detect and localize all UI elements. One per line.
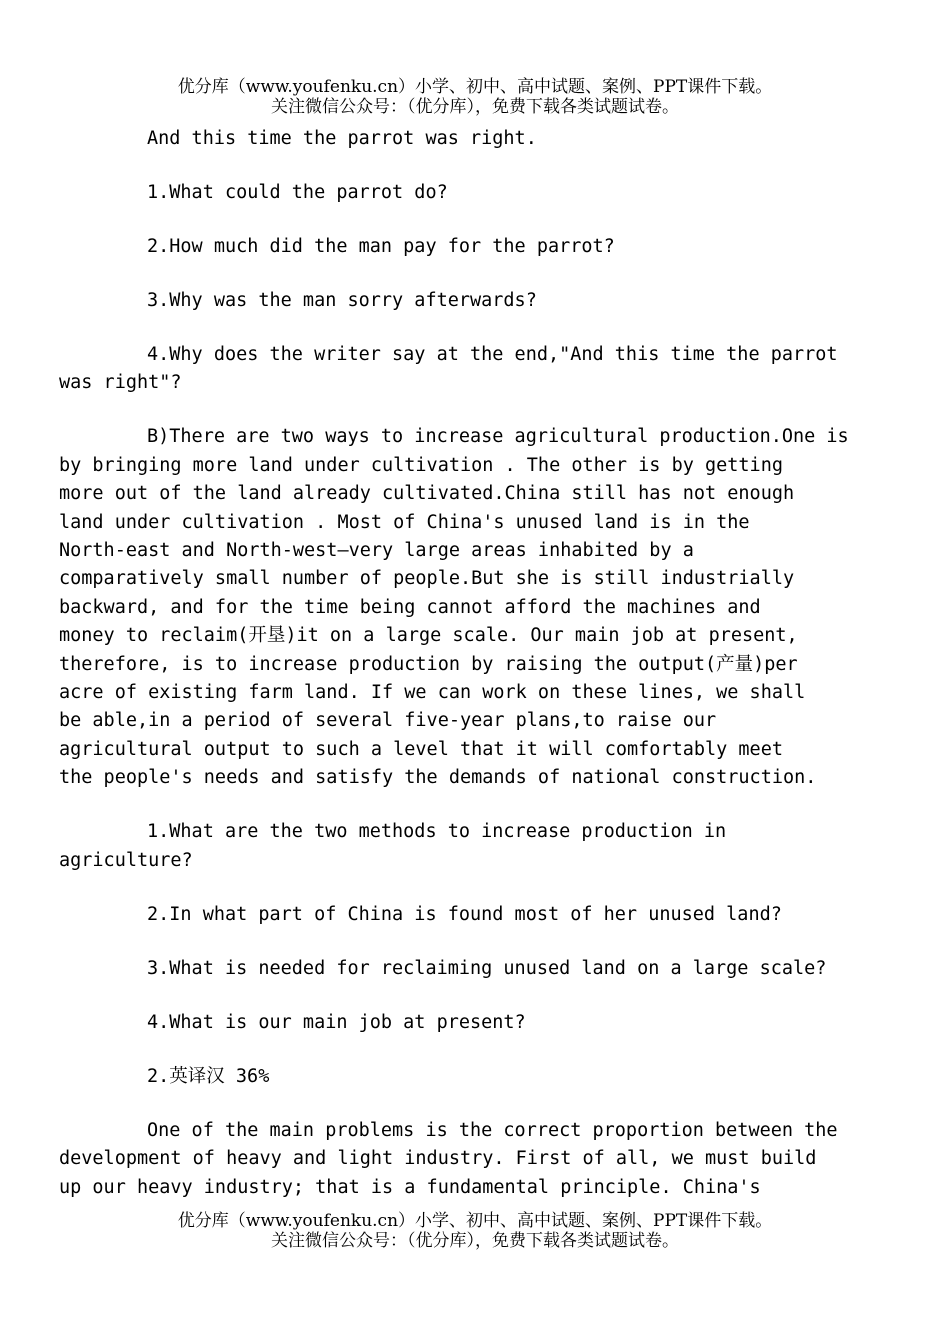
closing-sentence: And this time the parrot was right. bbox=[147, 128, 537, 149]
header-line-2: 关注微信公众号：（优分库），免费下载各类试题试卷。 bbox=[271, 97, 679, 117]
question-b2: 2.In what part of China is found most of her unused land? bbox=[147, 903, 782, 925]
question-a2: 2.How much did the man pay for the parrot? bbox=[147, 236, 615, 257]
document-body bbox=[59, 125, 863, 1228]
footer-line-1: 优分库（www.youfenku.cn）小学、初中、高中试题、案例、PPT课件下载。 bbox=[177, 1211, 773, 1231]
page-header bbox=[0, 77, 950, 117]
question-a4-line-2: was right"? bbox=[59, 372, 182, 394]
question-b1-line-2: agriculture? bbox=[59, 849, 193, 871]
page-footer bbox=[0, 1211, 950, 1251]
question-b3: 3.What is needed for reclaiming unused land on a large scale? bbox=[147, 957, 827, 979]
passage-b-line: more out of the land already cultivated.China still has not enough bbox=[59, 483, 795, 505]
question-a1: 1.What could the parrot do? bbox=[147, 182, 448, 203]
question-b4: 4.What is our main job at present? bbox=[147, 1011, 526, 1033]
passage-b-line: comparatively small number of people.But she is still industrially bbox=[59, 568, 795, 590]
passage-b-line: therefore, is to increase production by raising the output(产量)per bbox=[59, 653, 798, 675]
passage-b-line: B)There are two ways to increase agricultural production.One is bbox=[147, 426, 849, 448]
section-2-heading: 2.英译汉 36% bbox=[147, 1065, 270, 1087]
question-b1-line-1: 1.What are the two methods to increase production in bbox=[147, 821, 727, 843]
passage-b-line: North-east and North-west—very large areas inhabited by a bbox=[59, 540, 694, 562]
passage-b-line: agricultural output to such a level that it will comfortably meet bbox=[59, 738, 783, 760]
passage-b bbox=[59, 423, 863, 792]
footer-line-2: 关注微信公众号：（优分库），免费下载各类试题试卷。 bbox=[271, 1231, 679, 1251]
question-a4 bbox=[59, 341, 863, 398]
passage-b-line: backward, and for the time being cannot afford the machines and bbox=[59, 596, 761, 618]
passage-c bbox=[59, 1117, 863, 1202]
question-b1 bbox=[59, 818, 863, 875]
passage-b-line: money to reclaim(开垦)it on a large scale. Our main job at present, bbox=[59, 625, 798, 647]
passage-b-line: land under cultivation . Most of China's unused land is in the bbox=[59, 511, 750, 533]
passage-b-line: by bringing more land under cultivation . The other is by getting bbox=[59, 454, 783, 476]
question-a3: 3.Why was the man sorry afterwards? bbox=[147, 290, 537, 311]
passage-b-line: acre of existing farm land. If we can work on these lines, we shall bbox=[59, 682, 806, 704]
question-a4-line-1: 4.Why does the writer say at the end,"And this time the parrot bbox=[147, 344, 838, 365]
passage-b-line: the people's needs and satisfy the demands of national construction. bbox=[59, 767, 817, 789]
passage-c-line: One of the main problems is the correct proportion between the bbox=[147, 1119, 838, 1141]
passage-b-line: be able,in a period of several five-year plans,to raise our bbox=[59, 710, 717, 732]
passage-c-line: development of heavy and light industry. First of all, we must build bbox=[59, 1148, 817, 1170]
passage-c-line: up our heavy industry; that is a fundamental principle. China's bbox=[59, 1176, 761, 1198]
header-line-1: 优分库（www.youfenku.cn）小学、初中、高中试题、案例、PPT课件下载。 bbox=[177, 77, 773, 97]
